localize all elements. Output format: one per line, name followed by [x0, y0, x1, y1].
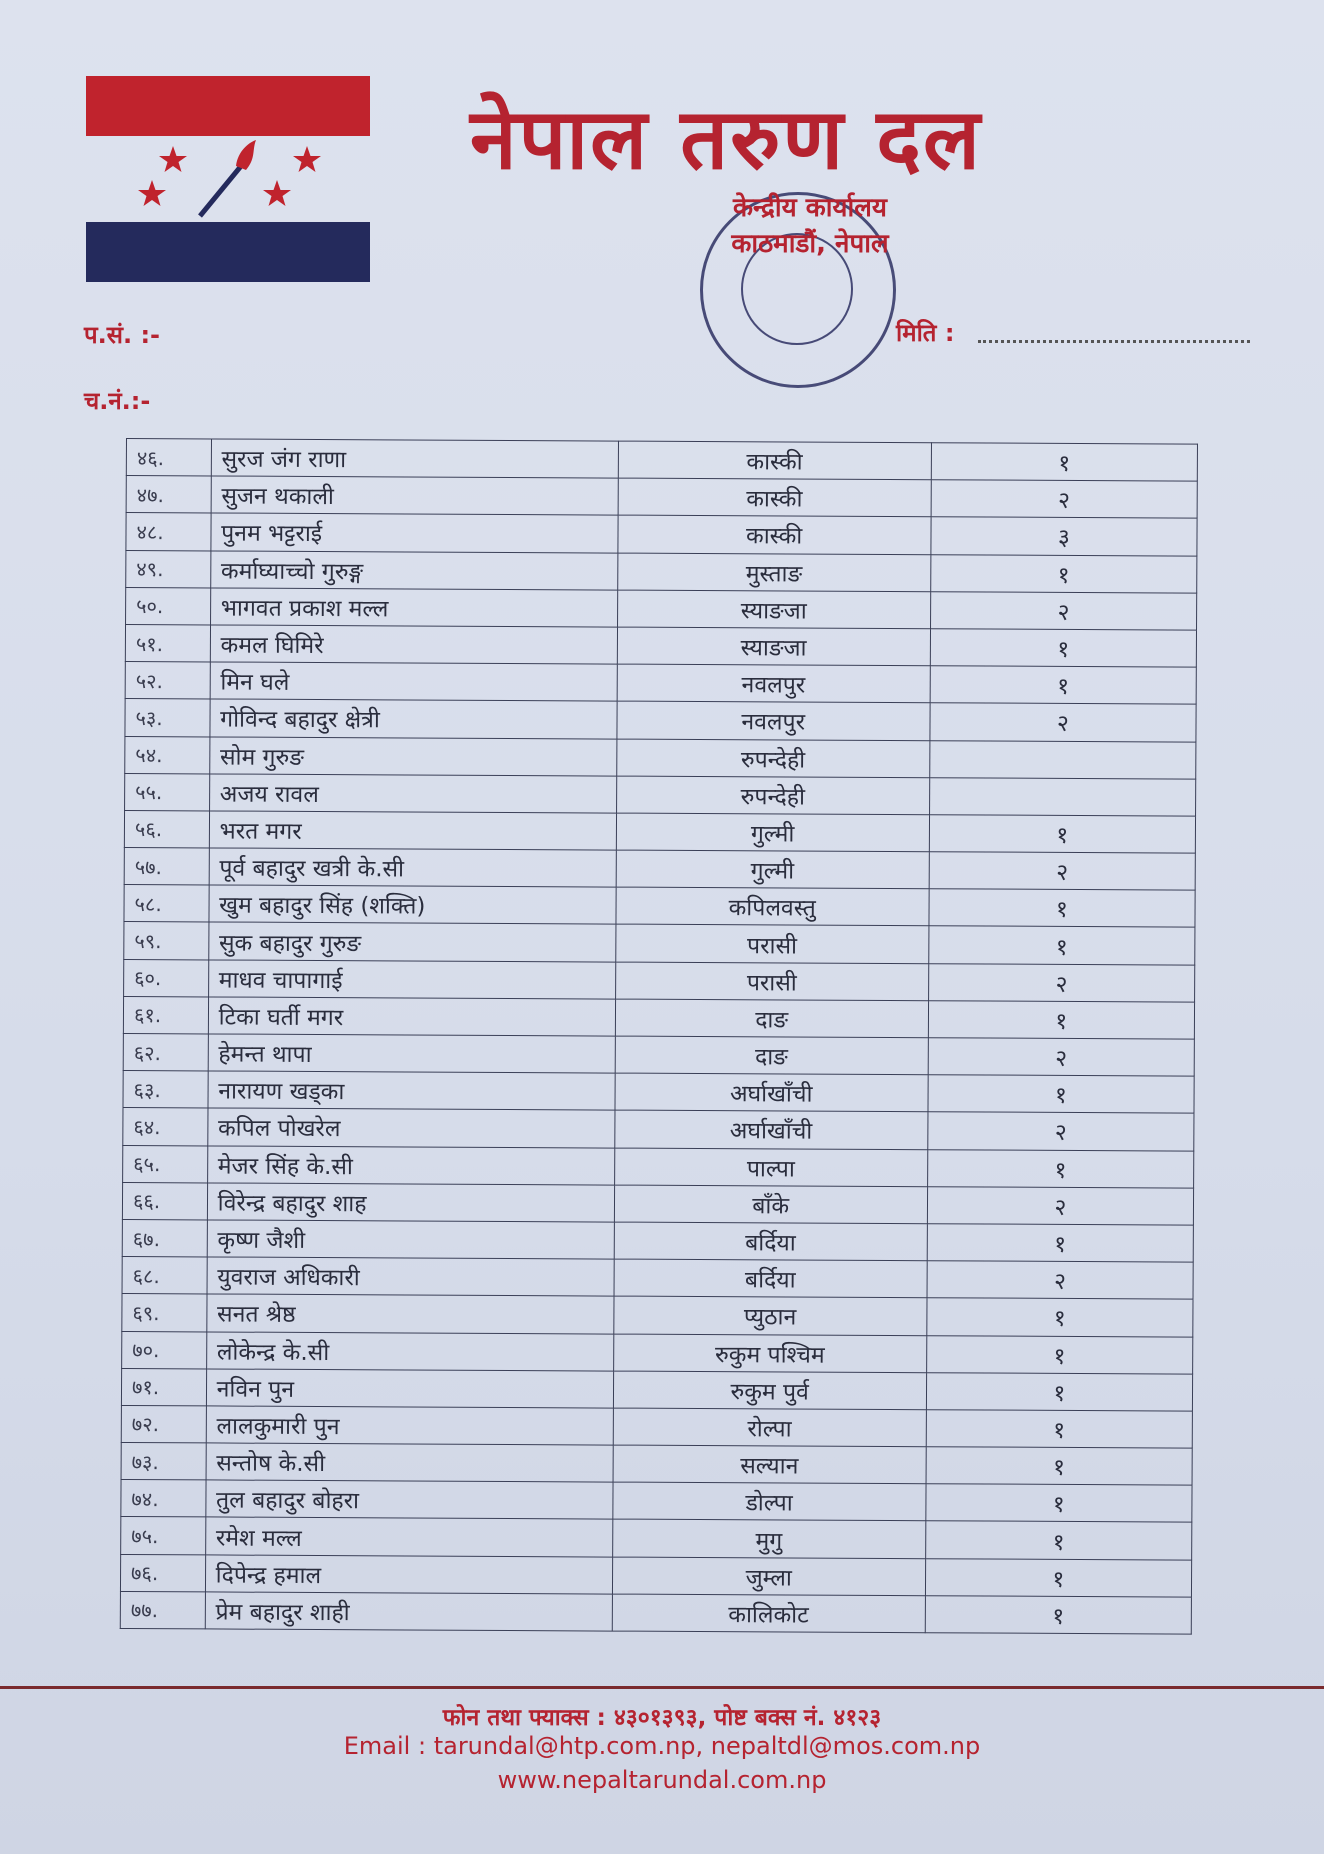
district-name: परासी: [615, 925, 928, 964]
position-number: १: [926, 1484, 1192, 1523]
row-number: ५०.: [126, 587, 211, 625]
member-name: प्रेम बहादुर शाही: [205, 1592, 612, 1631]
position-number: २: [927, 1186, 1193, 1225]
district-name: स्याङजा: [617, 627, 930, 666]
table-row: [122, 1257, 1193, 1300]
member-name: तुल बहादुर बोहरा: [206, 1480, 613, 1519]
district-name: कपिलवस्तु: [616, 887, 929, 926]
position-number: १: [926, 1447, 1192, 1486]
row-number: ७०.: [122, 1331, 207, 1369]
row-number: ६०.: [124, 959, 209, 997]
member-name: टिका घर्ती मगर: [208, 997, 615, 1036]
row-number: ६४.: [123, 1108, 208, 1146]
member-name: रमेश मल्ल: [205, 1517, 612, 1556]
footer-email: Email : tarundal@htp.com.np, nepaltdl@mos.com.np: [343, 1732, 981, 1760]
position-number: १: [930, 666, 1196, 705]
position-number: १: [930, 629, 1196, 668]
member-name: मेजर सिंह के.सी: [207, 1145, 614, 1184]
logo-red-band: [86, 76, 370, 136]
table-row: [125, 624, 1196, 667]
member-name: पूर्व बहादुर खत्री के.सी: [209, 848, 616, 887]
row-number: ६९.: [122, 1294, 207, 1332]
office-address: [690, 190, 930, 262]
position-number: १: [926, 1372, 1192, 1411]
member-name: कमल घिमिरे: [210, 625, 617, 664]
table-row: [121, 1368, 1192, 1411]
table-row: [120, 1554, 1191, 1597]
footer-website: www.nepaltarundal.com.np: [497, 1766, 827, 1794]
district-name: रुकुम पश्चिम: [613, 1334, 926, 1373]
row-number: ७२.: [121, 1405, 206, 1443]
position-number: २: [930, 703, 1196, 742]
position-number: २: [928, 1038, 1194, 1077]
member-name: नविन पुन: [206, 1369, 613, 1408]
member-name: युवराज अधिकारी: [207, 1257, 614, 1296]
district-name: गुल्मी: [616, 813, 929, 852]
position-number: १: [925, 1596, 1191, 1635]
table-row: [124, 959, 1195, 1002]
district-name: स्याङजा: [617, 590, 930, 629]
table-row: [126, 476, 1197, 519]
office-line-1: केन्द्रीय कार्यालय: [733, 193, 887, 223]
district-name: अर्घाखाँची: [614, 1110, 927, 1149]
member-name: कृष्ण जैशी: [207, 1220, 614, 1259]
table-row: [125, 699, 1196, 742]
position-number: १: [931, 443, 1197, 482]
position-number: १: [929, 815, 1195, 854]
row-number: ७१.: [121, 1368, 206, 1406]
member-name: सनत श्रेष्ठ: [206, 1294, 613, 1333]
row-number: ६७.: [122, 1219, 207, 1257]
member-name: अजय रावल: [209, 774, 616, 813]
district-name: बर्दिया: [614, 1259, 927, 1298]
district-name: बर्दिया: [614, 1222, 927, 1261]
position-number: १: [925, 1521, 1191, 1560]
member-name: पुनम भट्टराई: [211, 513, 618, 552]
date-blank-line: [978, 326, 1250, 343]
table-row: [124, 885, 1195, 928]
district-name: अर्घाखाँची: [615, 1073, 928, 1112]
table-row: [123, 1033, 1194, 1076]
table-row: [120, 1591, 1191, 1634]
position-number: ३: [931, 517, 1197, 556]
row-number: ७६.: [120, 1554, 205, 1592]
position-number: [929, 777, 1195, 816]
table-row: [125, 773, 1196, 816]
row-number: ५६.: [124, 810, 209, 848]
member-name: भागवत प्रकाश मल्ल: [210, 588, 617, 627]
position-number: १: [928, 1001, 1194, 1040]
member-name: सुक बहादुर गुरुङ: [208, 922, 615, 961]
position-number: १: [929, 889, 1195, 928]
member-name: सुजन थकाली: [211, 476, 618, 515]
position-number: २: [929, 852, 1195, 891]
table-row: [123, 1145, 1194, 1188]
position-number: १: [926, 1410, 1192, 1449]
district-name: कास्की: [618, 515, 931, 554]
district-name: रुपन्देही: [616, 739, 929, 778]
table-row: [124, 922, 1195, 965]
district-name: परासी: [615, 962, 928, 1001]
member-table: [120, 438, 1198, 1635]
position-number: २: [930, 591, 1196, 630]
member-name: लोकेन्द्र के.सी: [206, 1331, 613, 1370]
member-name: दिपेन्द्र हमाल: [205, 1555, 612, 1594]
member-name: कर्माघ्याच्चो गुरुङ्ग: [210, 551, 617, 590]
table-row: [126, 513, 1197, 556]
position-number: २: [928, 963, 1194, 1002]
district-name: पाल्पा: [614, 1148, 927, 1187]
row-number: ६८.: [122, 1257, 207, 1295]
row-number: ६३.: [123, 1071, 208, 1109]
row-number: ५९.: [124, 922, 209, 960]
row-number: ५१.: [125, 624, 210, 662]
row-number: ४६.: [126, 439, 211, 477]
row-number: ७३.: [121, 1443, 206, 1481]
member-name: सोम गुरुङ: [209, 736, 616, 775]
reference-number-label: प.सं. :-: [84, 321, 161, 349]
district-name: दाङ: [615, 999, 928, 1038]
row-number: ६१.: [123, 996, 208, 1034]
district-name: सल्यान: [613, 1445, 926, 1484]
district-name: बाँके: [614, 1185, 927, 1224]
table-row: [121, 1443, 1192, 1486]
district-name: डोल्पा: [612, 1482, 925, 1521]
row-number: ४९.: [126, 550, 211, 588]
position-number: १: [926, 1335, 1192, 1374]
member-name: गोविन्द बहादुर क्षेत्री: [210, 699, 617, 738]
table-row: [125, 736, 1196, 779]
member-name: मिन घले: [210, 662, 617, 701]
table-row: [126, 587, 1197, 630]
district-name: जुम्ला: [612, 1557, 925, 1596]
table-row: [121, 1480, 1192, 1523]
district-name: दाङ: [615, 1036, 928, 1075]
district-name: मुगु: [612, 1519, 925, 1558]
row-number: ५८.: [124, 885, 209, 923]
table-row: [122, 1219, 1193, 1262]
row-number: ६५.: [123, 1145, 208, 1183]
row-number: ७५.: [121, 1517, 206, 1555]
position-number: २: [927, 1261, 1193, 1300]
member-name: लालकुमारी पुन: [206, 1406, 613, 1445]
dispatch-number-label: च.नं.:-: [84, 387, 151, 415]
position-number: १: [929, 926, 1195, 965]
position-number: १: [928, 1075, 1194, 1114]
office-line-2: काठमाडौं, नेपाल: [731, 229, 889, 259]
row-number: ५३.: [125, 699, 210, 737]
position-number: [929, 740, 1195, 779]
table-row: [123, 1071, 1194, 1114]
district-name: कालिकोट: [612, 1594, 925, 1633]
member-name: भरत मगर: [209, 811, 616, 850]
date-label: मिति :: [896, 319, 955, 347]
table-row: [123, 996, 1194, 1039]
position-number: २: [931, 480, 1197, 519]
table-row: [124, 848, 1195, 891]
row-number: ६६.: [122, 1182, 207, 1220]
position-number: १: [925, 1558, 1191, 1597]
position-number: १: [927, 1298, 1193, 1337]
member-name: विरेन्द्र बहादुर शाह: [207, 1183, 614, 1222]
table-row: [124, 810, 1195, 853]
row-number: ५२.: [125, 662, 210, 700]
position-number: १: [930, 554, 1196, 593]
district-name: रुकुम पुर्व: [613, 1371, 926, 1410]
logo-blue-band: [86, 222, 370, 282]
member-name: हेमन्त थापा: [208, 1034, 615, 1073]
organization-title: नेपाल तरुण दल: [470, 90, 982, 188]
table-row: [125, 662, 1196, 705]
table-row: [123, 1108, 1194, 1151]
row-number: ४८.: [126, 513, 211, 551]
table-row: [122, 1294, 1193, 1337]
table-row: [121, 1405, 1192, 1448]
member-name: सुरज जंग राणा: [211, 439, 618, 478]
table-row: [126, 550, 1197, 593]
position-number: १: [927, 1149, 1193, 1188]
row-number: ४७.: [126, 476, 211, 514]
district-name: रोल्पा: [613, 1408, 926, 1447]
table-row: [122, 1331, 1193, 1374]
row-number: ५५.: [125, 773, 210, 811]
district-name: कास्की: [618, 441, 931, 480]
footer-phone: फोन तथा फ्याक्स : ४३०१३९३, पोष्ट बक्स नं. ४१२३: [442, 1705, 882, 1731]
row-number: ७४.: [121, 1480, 206, 1518]
district-name: मुस्ताङ: [617, 553, 930, 592]
party-logo: [86, 76, 370, 282]
table-row: [126, 439, 1197, 482]
member-name: नारायण खड्का: [208, 1071, 615, 1110]
position-number: १: [927, 1224, 1193, 1263]
district-name: प्युठान: [613, 1296, 926, 1335]
row-number: ५७.: [124, 848, 209, 886]
footer-divider: [0, 1686, 1324, 1689]
table-row: [121, 1517, 1192, 1560]
district-name: रुपन्देही: [616, 776, 929, 815]
member-name: माधव चापागाई: [208, 960, 615, 999]
district-name: नवलपुर: [617, 664, 930, 703]
district-name: नवलपुर: [617, 701, 930, 740]
position-number: २: [928, 1112, 1194, 1151]
row-number: ५४.: [125, 736, 210, 774]
member-name: सन्तोष के.सी: [206, 1443, 613, 1482]
row-number: ६२.: [123, 1033, 208, 1071]
row-number: ७७.: [120, 1591, 205, 1629]
table-row: [122, 1182, 1193, 1225]
member-name: कपिल पोखरेल: [207, 1108, 614, 1147]
district-name: कास्की: [618, 478, 931, 517]
member-name: खुम बहादुर सिंह (शक्ति): [209, 885, 616, 924]
torch-and-stars-flag-icon: [86, 136, 370, 222]
district-name: गुल्मी: [616, 850, 929, 889]
